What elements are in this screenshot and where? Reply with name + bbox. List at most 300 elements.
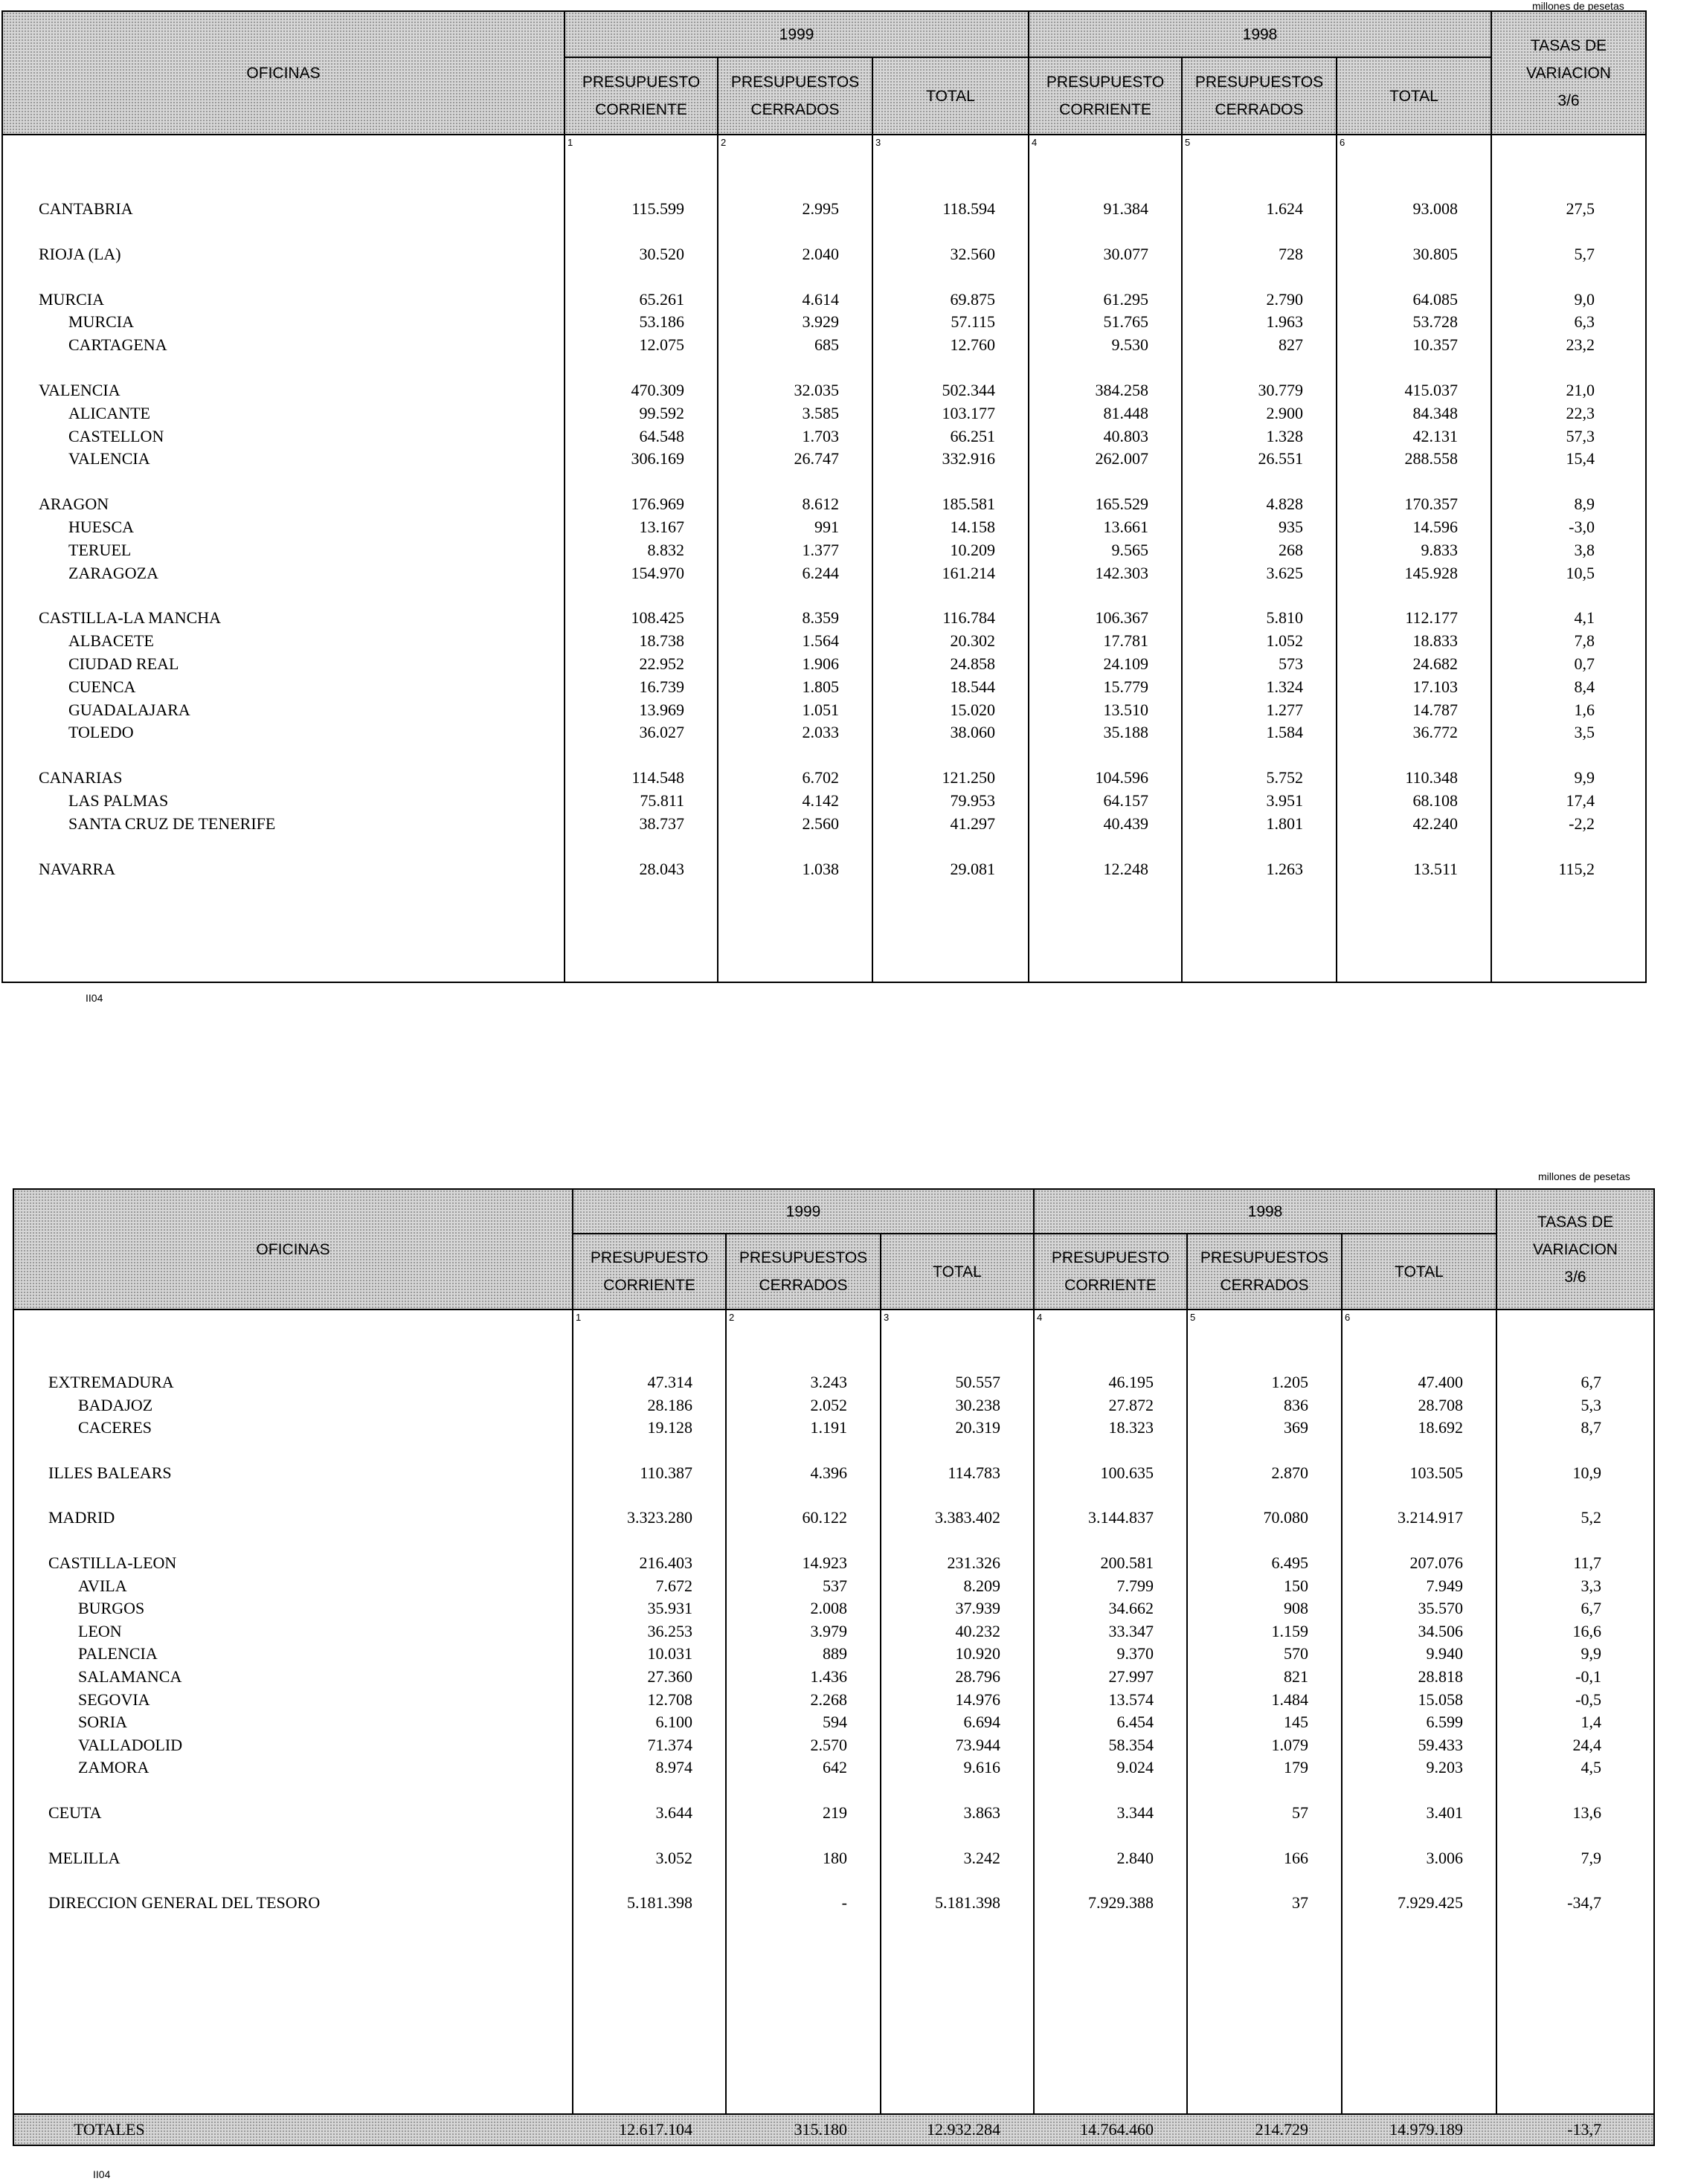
column-number: 5 bbox=[1185, 137, 1191, 148]
cell-value: 2.268 bbox=[810, 1689, 847, 1709]
cell-rate: 4,1 bbox=[1574, 608, 1595, 628]
cell-value: 1.436 bbox=[810, 1667, 847, 1686]
cell-value: 116.784 bbox=[942, 608, 995, 628]
cell-value: 1.564 bbox=[802, 631, 839, 651]
column-number: 2 bbox=[729, 1312, 735, 1323]
cell-value: 75.811 bbox=[640, 791, 684, 810]
table-row-office bbox=[14, 1734, 1653, 1756]
cell-rate: 57,3 bbox=[1566, 426, 1595, 445]
cell-value: 37 bbox=[1292, 1893, 1308, 1913]
cell-rate: -2,2 bbox=[1569, 814, 1595, 833]
cell-rate: 27,5 bbox=[1566, 199, 1595, 218]
cell-rate: 21,0 bbox=[1566, 381, 1595, 399]
cell-value: 268 bbox=[1279, 540, 1303, 559]
column-number: 3 bbox=[884, 1312, 890, 1323]
cell-value: 2.040 bbox=[802, 244, 839, 263]
row-label: LAS PALMAS bbox=[68, 791, 169, 810]
table-row-region bbox=[14, 1507, 1653, 1529]
cell-value: 28.186 bbox=[647, 1395, 692, 1414]
cell-value: 30.805 bbox=[1412, 244, 1458, 263]
table-row-office bbox=[3, 676, 1645, 698]
cell-value: 166 bbox=[1284, 1848, 1308, 1867]
cell-rate: 11,7 bbox=[1573, 1553, 1601, 1572]
cell-value: 573 bbox=[1279, 654, 1303, 673]
table-row-office bbox=[14, 1417, 1653, 1439]
cell-value: 7.949 bbox=[1426, 1576, 1463, 1595]
header-total: TOTAL bbox=[933, 1263, 982, 1281]
cell-value: 5.181.398 bbox=[935, 1893, 1000, 1913]
table-row-office bbox=[14, 1711, 1653, 1733]
table-row-office bbox=[3, 516, 1645, 538]
cell-rate: 5,7 bbox=[1574, 244, 1595, 263]
cell-value: 3.006 bbox=[1426, 1848, 1463, 1867]
cell-rate: 8,9 bbox=[1574, 495, 1595, 514]
table-row-region bbox=[3, 767, 1645, 789]
cell-value: 3.243 bbox=[810, 1373, 847, 1391]
cell-value: 13.969 bbox=[639, 700, 684, 719]
cell-value: 18.738 bbox=[639, 631, 684, 651]
header-oficinas: OFICINAS bbox=[256, 1240, 330, 1258]
cell-value: 179 bbox=[1284, 1758, 1308, 1777]
cell-value: 34.506 bbox=[1418, 1621, 1463, 1640]
cell-rate: 0,7 bbox=[1574, 654, 1595, 673]
cell-value: 5.810 bbox=[1266, 608, 1303, 628]
cell-value: 20.319 bbox=[955, 1418, 1000, 1437]
cell-value: 2.870 bbox=[1271, 1463, 1308, 1482]
cell-value: 7.799 bbox=[1116, 1576, 1154, 1595]
header-tasas-variacion: TASAS DE VARIACION 3/6 bbox=[1526, 36, 1611, 109]
cell-value: 57 bbox=[1292, 1803, 1308, 1822]
cell-value: 118.594 bbox=[942, 199, 995, 218]
cell-value: 231.326 bbox=[947, 1553, 1000, 1572]
cell-value: 14.976 bbox=[955, 1689, 1000, 1709]
cell-value: 64.157 bbox=[1103, 791, 1148, 810]
cell-value: 288.558 bbox=[1404, 449, 1458, 468]
cell-rate: 8,4 bbox=[1574, 677, 1595, 696]
cell-rate: 22,3 bbox=[1566, 403, 1595, 422]
table-row-office bbox=[3, 402, 1645, 425]
totals-label: TOTALES bbox=[74, 2120, 145, 2139]
cell-value: 13.167 bbox=[639, 518, 684, 536]
cell-value: 3.979 bbox=[810, 1621, 847, 1640]
row-label: VALENCIA bbox=[39, 381, 120, 399]
table-row-region bbox=[14, 1462, 1653, 1484]
cell-value: 1.328 bbox=[1266, 426, 1303, 445]
cell-value: 47.400 bbox=[1418, 1373, 1463, 1391]
row-label: SEGOVIA bbox=[78, 1689, 150, 1709]
row-label: MELILLA bbox=[48, 1848, 120, 1867]
cell-value: 13.574 bbox=[1108, 1689, 1154, 1709]
cell-value: 170.357 bbox=[1404, 495, 1458, 514]
cell-value: 8.974 bbox=[655, 1758, 692, 1777]
cell-value: 5.181.398 bbox=[627, 1893, 692, 1913]
cell-value: 47.314 bbox=[647, 1373, 692, 1391]
row-label: ARAGON bbox=[39, 495, 109, 514]
budget-table bbox=[13, 1188, 1655, 2146]
cell-value: 3.401 bbox=[1426, 1803, 1463, 1822]
cell-value: 27.360 bbox=[647, 1667, 692, 1686]
table-row-office bbox=[14, 1575, 1653, 1597]
cell-value: 40.232 bbox=[955, 1621, 1000, 1640]
row-label: TERUEL bbox=[68, 540, 132, 559]
cell-rate: 6,7 bbox=[1581, 1599, 1601, 1618]
cell-value: 10.357 bbox=[1412, 335, 1458, 355]
cell-value: 106.367 bbox=[1095, 608, 1148, 628]
row-label: ZAMORA bbox=[78, 1758, 149, 1777]
cell-value: 35.931 bbox=[647, 1599, 692, 1618]
cell-value: 33.347 bbox=[1108, 1621, 1154, 1640]
cell-value: 61.295 bbox=[1103, 289, 1148, 309]
cell-value: 165.529 bbox=[1095, 495, 1148, 514]
cell-value: 2.900 bbox=[1266, 403, 1303, 422]
cell-value: 2.840 bbox=[1116, 1848, 1154, 1867]
cell-value: 1.263 bbox=[1266, 859, 1303, 878]
cell-value: 3.323.280 bbox=[627, 1508, 692, 1527]
cell-value: 36.253 bbox=[647, 1621, 692, 1640]
cell-value: 26.551 bbox=[1258, 449, 1303, 468]
cell-value: 32.560 bbox=[950, 244, 995, 263]
row-label: SANTA CRUZ DE TENERIFE bbox=[68, 814, 276, 833]
cell-rate: 15,4 bbox=[1566, 449, 1595, 468]
table-row-office bbox=[3, 311, 1645, 333]
cell-value: 27.997 bbox=[1108, 1667, 1154, 1686]
cell-value: 3.242 bbox=[963, 1848, 1000, 1867]
cell-rate: 24,4 bbox=[1572, 1735, 1601, 1754]
table-row-office bbox=[3, 334, 1645, 356]
cell-value: 642 bbox=[823, 1758, 847, 1777]
totals-value: 12.932.284 bbox=[927, 2120, 1000, 2139]
totals-value: 214.729 bbox=[1255, 2120, 1308, 2139]
header-oficinas: OFICINAS bbox=[246, 64, 321, 82]
cell-value: 14.787 bbox=[1412, 700, 1458, 719]
table-row-region bbox=[3, 198, 1645, 220]
cell-rate: 10,5 bbox=[1566, 563, 1595, 582]
table-row-region bbox=[3, 379, 1645, 402]
cell-value: 65.261 bbox=[639, 289, 684, 309]
row-label: VALENCIA bbox=[68, 449, 150, 468]
row-label: MADRID bbox=[48, 1508, 115, 1527]
cell-value: 6.702 bbox=[802, 768, 839, 787]
cell-rate: 6,7 bbox=[1581, 1373, 1601, 1391]
page-code: II04 bbox=[93, 2168, 111, 2180]
cell-rate: -34,7 bbox=[1567, 1893, 1601, 1913]
cell-rate: 1,4 bbox=[1581, 1713, 1601, 1732]
cell-value: 8.832 bbox=[647, 540, 684, 559]
header-tasas-variacion: TASAS DE VARIACION 3/6 bbox=[1533, 1213, 1618, 1286]
row-label: RIOJA (LA) bbox=[39, 244, 121, 263]
cell-value: 35.570 bbox=[1418, 1599, 1463, 1618]
cell-value: 685 bbox=[814, 335, 839, 355]
cell-value: 50.557 bbox=[955, 1373, 1000, 1391]
cell-value: 46.195 bbox=[1108, 1373, 1154, 1391]
totals-row bbox=[14, 2113, 1653, 2145]
cell-rate: 4,5 bbox=[1581, 1758, 1601, 1777]
table-row-office bbox=[14, 1620, 1653, 1643]
cell-value: 115.599 bbox=[631, 199, 684, 218]
cell-value: 36.772 bbox=[1412, 723, 1458, 742]
column-number: 3 bbox=[875, 137, 881, 148]
table-row-office bbox=[14, 1394, 1653, 1417]
table-row-office bbox=[14, 1666, 1653, 1688]
cell-rate: 6,3 bbox=[1574, 312, 1595, 332]
cell-value: 28.818 bbox=[1418, 1667, 1463, 1686]
cell-rate: 5,3 bbox=[1581, 1395, 1601, 1414]
cell-value: 2.570 bbox=[810, 1735, 847, 1754]
cell-value: 64.548 bbox=[639, 426, 684, 445]
cell-value: 30.520 bbox=[639, 244, 684, 263]
cell-value: 114.783 bbox=[948, 1463, 1000, 1482]
cell-value: 150 bbox=[1284, 1576, 1308, 1595]
column-number: 1 bbox=[567, 137, 573, 148]
header-presupuesto-corriente: PRESUPUESTO CORRIENTE bbox=[582, 74, 701, 118]
cell-value: 935 bbox=[1279, 518, 1303, 536]
cell-value: 34.662 bbox=[1108, 1599, 1154, 1618]
cell-value: 185.581 bbox=[942, 495, 995, 514]
table-row-region bbox=[14, 1892, 1653, 1914]
header-year-1999: 1999 bbox=[785, 1202, 821, 1220]
cell-value: 728 bbox=[1279, 244, 1303, 263]
cell-value: 8.612 bbox=[802, 495, 839, 514]
row-label: BURGOS bbox=[78, 1599, 145, 1618]
cell-value: 7.929.425 bbox=[1398, 1893, 1463, 1913]
cell-rate: 7,8 bbox=[1574, 631, 1595, 651]
cell-value: 51.765 bbox=[1103, 312, 1148, 332]
cell-value: 59.433 bbox=[1418, 1735, 1463, 1754]
table-row-region bbox=[14, 1552, 1653, 1574]
table-row-office bbox=[3, 699, 1645, 721]
cell-value: 60.122 bbox=[802, 1508, 847, 1527]
cell-value: 6.244 bbox=[802, 563, 839, 582]
row-label: ALBACETE bbox=[68, 631, 154, 651]
cell-value: 14.923 bbox=[802, 1553, 847, 1572]
cell-value: 110.348 bbox=[1405, 768, 1458, 787]
cell-value: 103.177 bbox=[942, 403, 995, 422]
cell-value: 104.596 bbox=[1095, 768, 1148, 787]
row-label: ALICANTE bbox=[68, 403, 150, 422]
cell-value: 36.027 bbox=[639, 723, 684, 742]
cell-value: 20.302 bbox=[950, 631, 995, 651]
table-row-office bbox=[3, 630, 1645, 652]
cell-value: 1.051 bbox=[802, 700, 839, 719]
cell-value: 9.203 bbox=[1426, 1758, 1463, 1777]
cell-value: 2.790 bbox=[1266, 289, 1303, 309]
cell-value: 1.159 bbox=[1271, 1621, 1308, 1640]
header-presupuestos-cerrados: PRESUPUESTOS CERRADOS bbox=[730, 74, 860, 118]
cell-value: 18.323 bbox=[1108, 1418, 1154, 1437]
row-label: HUESCA bbox=[68, 518, 135, 536]
row-label: TOLEDO bbox=[68, 723, 134, 742]
table-row-region bbox=[14, 1371, 1653, 1394]
header-total: TOTAL bbox=[1395, 1263, 1444, 1281]
cell-value: 3.144.837 bbox=[1088, 1508, 1154, 1527]
cell-value: 32.035 bbox=[794, 381, 839, 399]
cell-value: 13.661 bbox=[1103, 518, 1148, 536]
cell-value: 22.952 bbox=[639, 654, 684, 673]
totals-value: 315.180 bbox=[794, 2120, 847, 2139]
cell-value: 18.692 bbox=[1418, 1418, 1463, 1437]
cell-value: 207.076 bbox=[1409, 1553, 1463, 1572]
cell-value: 14.158 bbox=[950, 518, 995, 536]
cell-value: 836 bbox=[1284, 1395, 1308, 1414]
cell-rate: 9,9 bbox=[1581, 1644, 1601, 1663]
cell-value: 7.929.388 bbox=[1088, 1893, 1154, 1913]
cell-value: 6.100 bbox=[655, 1713, 692, 1732]
cell-value: 79.953 bbox=[950, 791, 995, 810]
cell-value: 121.250 bbox=[942, 768, 995, 787]
cell-value: 4.614 bbox=[802, 289, 839, 309]
row-label: DIRECCION GENERAL DEL TESORO bbox=[48, 1893, 321, 1913]
cell-value: 594 bbox=[823, 1713, 847, 1732]
row-label: CUENCA bbox=[68, 677, 136, 696]
cell-value: 9.024 bbox=[1116, 1758, 1154, 1777]
cell-value: 37.939 bbox=[955, 1599, 1000, 1618]
row-label: CANARIAS bbox=[39, 768, 123, 787]
cell-value: 6.495 bbox=[1271, 1553, 1308, 1572]
cell-value: 73.944 bbox=[955, 1735, 1000, 1754]
cell-value: 1.906 bbox=[802, 654, 839, 673]
cell-value: 41.297 bbox=[950, 814, 995, 833]
row-label: SALAMANCA bbox=[78, 1667, 182, 1686]
cell-value: 91.384 bbox=[1103, 199, 1148, 218]
cell-value: 110.387 bbox=[640, 1463, 692, 1482]
row-label: CASTILLA-LA MANCHA bbox=[39, 608, 222, 628]
cell-value: 10.209 bbox=[950, 540, 995, 559]
table-row-office bbox=[14, 1689, 1653, 1711]
cell-value: 991 bbox=[814, 518, 839, 536]
unit-label: millones de pesetas bbox=[1532, 0, 1624, 12]
totals-value: 12.617.104 bbox=[619, 2120, 692, 2139]
row-label: SORIA bbox=[78, 1713, 128, 1732]
column-number: 1 bbox=[576, 1312, 582, 1323]
cell-value: 9.616 bbox=[963, 1758, 1000, 1777]
column-number: 2 bbox=[721, 137, 727, 148]
cell-value: 4.396 bbox=[810, 1463, 847, 1482]
row-label: CEUTA bbox=[48, 1803, 102, 1822]
cell-value: 30.238 bbox=[955, 1395, 1000, 1414]
table-row-office bbox=[14, 1597, 1653, 1620]
cell-value: 70.080 bbox=[1263, 1508, 1308, 1527]
cell-value: 154.970 bbox=[631, 563, 684, 582]
cell-value: 3.585 bbox=[802, 403, 839, 422]
table-row-office bbox=[3, 653, 1645, 675]
totals-rate: -13,7 bbox=[1567, 2120, 1601, 2139]
cell-value: 12.708 bbox=[647, 1689, 692, 1709]
cell-value: 28.043 bbox=[639, 859, 684, 878]
row-label: CASTELLON bbox=[68, 426, 164, 445]
cell-value: 145.928 bbox=[1404, 563, 1458, 582]
cell-value: 12.075 bbox=[639, 335, 684, 355]
row-label: CACERES bbox=[78, 1418, 152, 1437]
cell-value: 908 bbox=[1284, 1599, 1308, 1618]
cell-value: 108.425 bbox=[631, 608, 684, 628]
cell-value: 1.963 bbox=[1266, 312, 1303, 332]
cell-rate: 9,9 bbox=[1574, 768, 1595, 787]
cell-value: 4.142 bbox=[802, 791, 839, 810]
table-row-office bbox=[3, 790, 1645, 812]
cell-value: 24.109 bbox=[1103, 654, 1148, 673]
table-row-office bbox=[3, 539, 1645, 561]
row-label: ZARAGOZA bbox=[68, 563, 158, 582]
cell-value: 1.703 bbox=[802, 426, 839, 445]
cell-value: 38.737 bbox=[639, 814, 684, 833]
cell-value: 3.344 bbox=[1116, 1803, 1154, 1822]
cell-value: 42.131 bbox=[1412, 426, 1458, 445]
cell-value: 84.348 bbox=[1412, 403, 1458, 422]
cell-value: 15.020 bbox=[950, 700, 995, 719]
table-row-office bbox=[14, 1756, 1653, 1779]
cell-value: 16.739 bbox=[639, 677, 684, 696]
cell-value: 537 bbox=[823, 1576, 847, 1595]
cell-value: 35.188 bbox=[1103, 723, 1148, 742]
cell-value: 145 bbox=[1284, 1713, 1308, 1732]
cell-value: 3.383.402 bbox=[935, 1508, 1000, 1527]
cell-value: 2.560 bbox=[802, 814, 839, 833]
cell-value: 384.258 bbox=[1095, 381, 1148, 399]
cell-rate: 16,6 bbox=[1572, 1621, 1601, 1640]
cell-value: 71.374 bbox=[647, 1735, 692, 1754]
cell-value: 40.439 bbox=[1103, 814, 1148, 833]
cell-value: 4.828 bbox=[1266, 495, 1303, 514]
cell-value: 13.510 bbox=[1103, 700, 1148, 719]
cell-value: 17.781 bbox=[1103, 631, 1148, 651]
table-row-region bbox=[3, 607, 1645, 629]
cell-value: 18.544 bbox=[950, 677, 995, 696]
cell-value: 306.169 bbox=[631, 449, 684, 468]
cell-value: 9.370 bbox=[1116, 1644, 1154, 1663]
cell-value: 24.682 bbox=[1412, 654, 1458, 673]
cell-value: 3.863 bbox=[963, 1803, 1000, 1822]
row-label: CARTAGENA bbox=[68, 335, 167, 355]
row-label: NAVARRA bbox=[39, 859, 116, 878]
cell-value: 58.354 bbox=[1108, 1735, 1154, 1754]
cell-value: 7.672 bbox=[655, 1576, 692, 1595]
cell-value: 81.448 bbox=[1103, 403, 1148, 422]
header-year-1998: 1998 bbox=[1242, 25, 1278, 43]
cell-value: 2.052 bbox=[810, 1395, 847, 1414]
cell-value: 17.103 bbox=[1412, 677, 1458, 696]
cell-value: 180 bbox=[823, 1848, 847, 1867]
cell-value: 2.008 bbox=[810, 1599, 847, 1618]
cell-value: 1.052 bbox=[1266, 631, 1303, 651]
row-label: GUADALAJARA bbox=[68, 700, 190, 719]
cell-value: 142.303 bbox=[1095, 563, 1148, 582]
cell-value: 66.251 bbox=[950, 426, 995, 445]
cell-value: 42.240 bbox=[1412, 814, 1458, 833]
cell-rate: 23,2 bbox=[1566, 335, 1595, 355]
cell-value: 69.875 bbox=[950, 289, 995, 309]
cell-rate: 3,3 bbox=[1581, 1576, 1601, 1595]
table-row-office bbox=[3, 721, 1645, 744]
header-total: TOTAL bbox=[926, 87, 975, 105]
column-number: 6 bbox=[1340, 137, 1345, 148]
column-number: 5 bbox=[1190, 1312, 1196, 1323]
cell-value: 262.007 bbox=[1095, 449, 1148, 468]
cell-value: 1.191 bbox=[810, 1418, 847, 1437]
cell-value: 821 bbox=[1284, 1667, 1308, 1686]
column-number: 4 bbox=[1032, 137, 1038, 148]
cell-value: 1.377 bbox=[802, 540, 839, 559]
cell-value: 8.359 bbox=[802, 608, 839, 628]
cell-value: 9.530 bbox=[1111, 335, 1148, 355]
cell-value: 10.031 bbox=[647, 1644, 692, 1663]
totals-value: 14.764.460 bbox=[1080, 2120, 1154, 2139]
cell-value: 13.511 bbox=[1413, 859, 1458, 878]
cell-value: 99.592 bbox=[639, 403, 684, 422]
table-row-region bbox=[3, 243, 1645, 265]
cell-value: 1.484 bbox=[1271, 1689, 1308, 1709]
cell-value: 9.940 bbox=[1426, 1644, 1463, 1663]
unit-label: millones de pesetas bbox=[1538, 1170, 1630, 1182]
